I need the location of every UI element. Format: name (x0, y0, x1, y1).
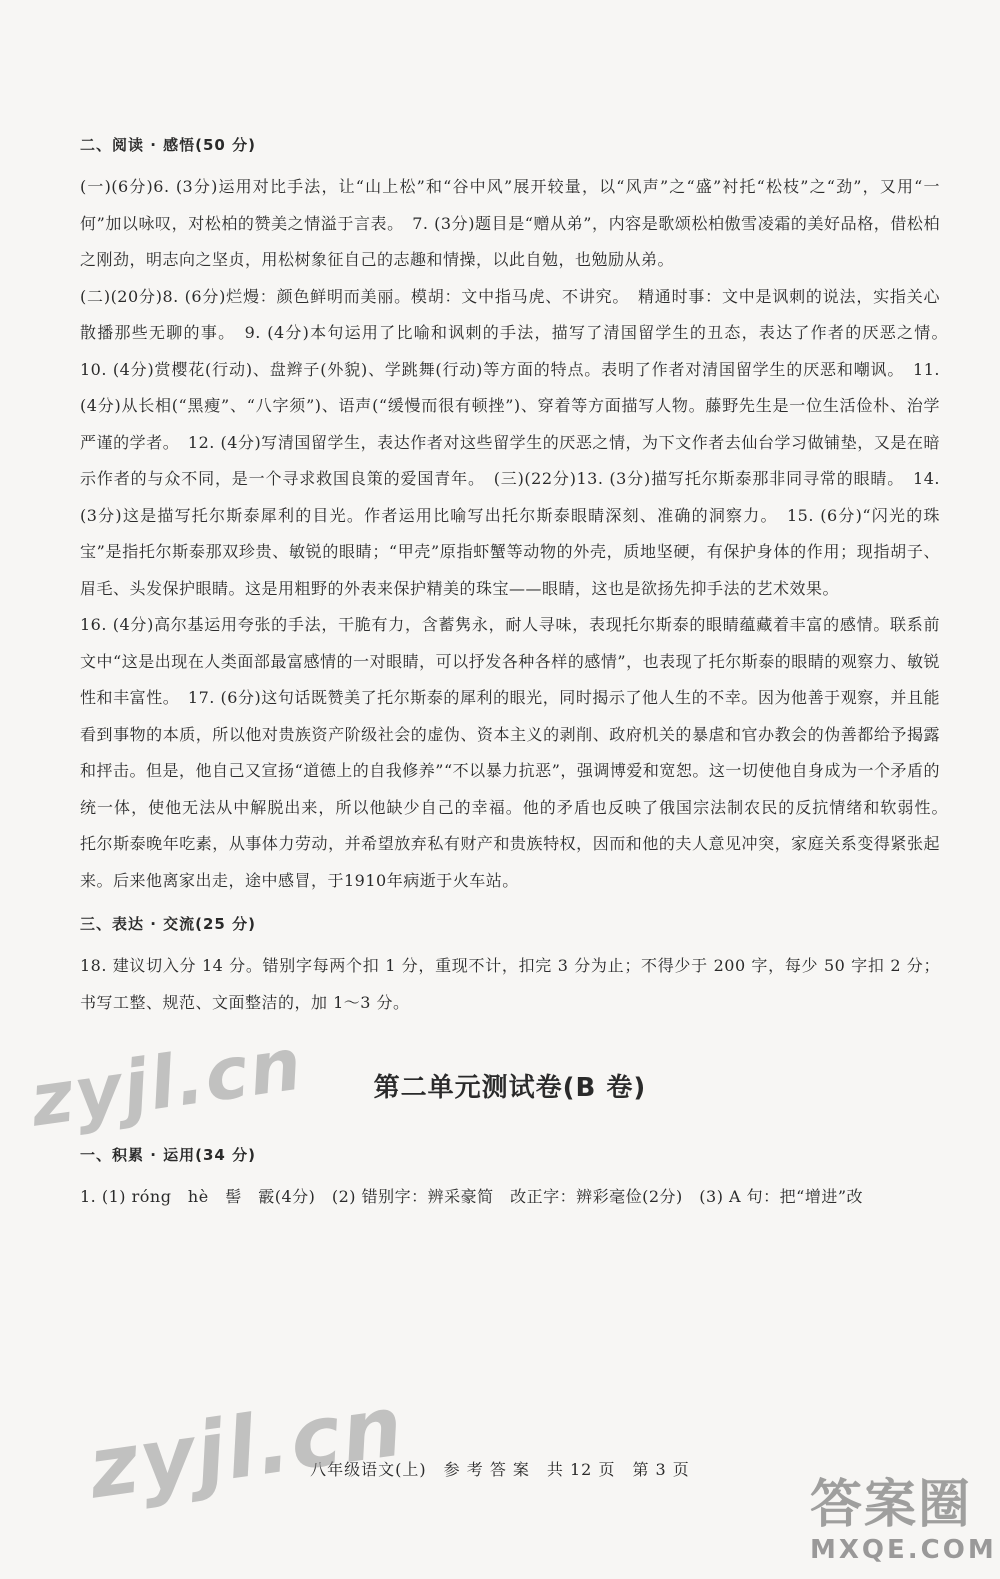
answer-paragraph-1: (一)(6分)6. (3分)运用对比手法，让“山上松”和“谷中风”展开较量，以“风声”之“盛”衬托“松枝”之“劲”，又用“一何”加以咏叹，对松柏的赞美之情溢于言表。 7. (3分)题目是“赠从弟”，内容是歌颂松柏傲雪凌霜的美好品格，借松柏之刚劲，明志向之坚贞，用松树象征自己的志趣和情操，以此自勉，也勉励从弟。 (80, 177, 940, 269)
section3-heading: 三、表达 · 交流(25 分) (80, 915, 256, 933)
answer-paragraph-4: 18. 建议切入分 14 分。错别字每两个扣 1 分，重现不计，扣完 3 分为止；不得少于 200 字，每少 50 字扣 2 分；书写工整、规范、文面整洁的，加 1～3 分。 (80, 956, 940, 1012)
watermark-left: zyjl.cn (25, 1021, 309, 1143)
site-logo (810, 1475, 997, 1575)
test-title: 第二单元测试卷(B 卷) (373, 1073, 647, 1103)
partB-heading: 一、积累 · 运用(34 分) (80, 1146, 256, 1164)
logo-sub-text: MXQE.COM (810, 1535, 997, 1565)
logo-main-text: 答案圈 (810, 1475, 973, 1535)
answer-paragraph-5: 1. (1) róng hè 髻 霰(4分) (2) 错别字：辨采豪简 改正字：辨彩毫俭(2分) (3) A 句：把“增进”改 (80, 1187, 864, 1206)
page-footer: 八年级语文(上) 参 考 答 案 共 12 页 第 3 页 (310, 1460, 690, 1479)
answer-paragraph-2: (二)(20分)8. (6分)烂熳：颜色鲜明而美丽。模胡：文中指马虎、不讲究。 精通时事：文中是讽刺的说法，实指关心散播那些无聊的事。 9. (4分)本句运用了比喻和讽刺的手法，描写了清国留学生的丑态，表达了作者的厌恶之情。 10. (4分)赏樱花(行动)、盘辫子(外貌)、学跳舞(行动)等方面的特点。表明了作者对清国留学生的厌恶和嘲讽。 11. (4分)从长相(“黑瘦”、“八字须”)、语声(“缓慢而很有顿挫”)、穿着等方面描写人物。藤野先生是一位生活俭朴、治学严谨的学者。 12. (4分)写清国留学生，表达作者对这些留学生的厌恶之情，为下文作者去仙台学习做铺垫，又是在暗示作者的与众不同，是一个寻求救国良策的爱国青年。 (三)(22分)13. (3分)描写托尔斯泰那非同寻常的眼睛。 14. (3分)这是描写托尔斯泰犀利的目光。作者运用比喻写出托尔斯泰眼睛深刻、准确的洞察力。 15. (6分)“闪光的珠宝”是指托尔斯泰那双珍贵、敏锐的眼睛；“甲壳”原指虾蟹等动物的外壳，质地坚硬，有保护身体的作用；现指胡子、眉毛、头发保护眼睛。这是用粗野的外表来保护精美的珠宝——眼睛，这也是欲扬先抑手法的艺术效果。 (80, 286, 957, 598)
answer-paragraph-3: 16. (4分)高尔基运用夸张的手法，干脆有力，含蓄隽永，耐人寻味，表现托尔斯泰的眼睛蕴藏着丰富的感情。联系前文中“这是出现在人类面部最富感情的一对眼睛，可以抒发各种各样的感情”，也表现了托尔斯泰的眼睛的观察力、敏锐性和丰富性。 17. (6分)这句话既赞美了托尔斯泰的犀利的眼光，同时揭示了他人生的不幸。因为他善于观察，并且能看到事物的本质，所以他对贵族资产阶级社会的虚伪、资本主义的剥削、政府机关的暴虐和官办教会的伪善都给予揭露和抨击。但是，他自己又宣扬“道德上的自我修养”“不以暴力抗恶”，强调博爱和宽恕。这一切使他自身成为一个矛盾的统一体，使他无法从中解脱出来，所以他缺少自己的幸福。他的矛盾也反映了俄国宗法制农民的反抗情绪和软弱性。 托尔斯泰晚年吃素，从事体力劳动，并希望放弃私有财产和贵族特权，因而和他的夫人意见冲突，家庭关系变得紧张起来。后来他离家出走，途中感冒，于1910年病逝于火车站。 (80, 615, 957, 890)
section2-heading: 二、阅读 · 感悟(50 分) (80, 136, 256, 154)
watermark-bottom: zyjl.cn (82, 1376, 411, 1518)
